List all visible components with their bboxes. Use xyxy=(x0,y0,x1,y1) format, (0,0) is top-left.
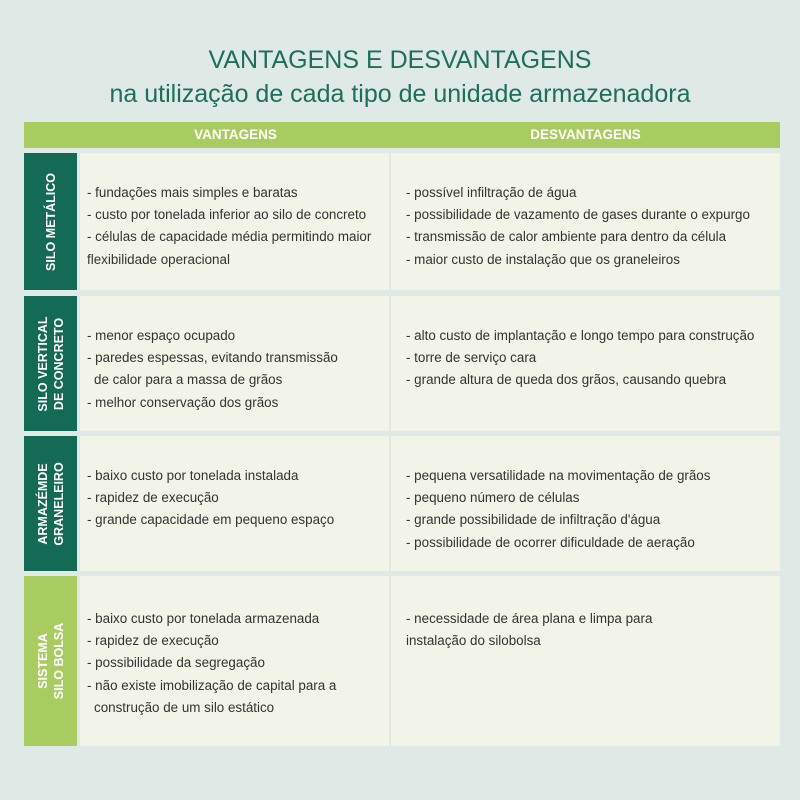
header-desvantagens: DESVANTAGENS xyxy=(530,127,641,142)
desvantagens-cell xyxy=(391,576,780,746)
page-subtitle: na utilização de cada tipo de unidade armazenadora xyxy=(109,80,691,108)
row-sistema-silo-bolsa xyxy=(24,576,780,746)
list-item: - baixo custo por tonelada armazenada xyxy=(87,611,320,626)
page-title: VANTAGENS E DESVANTAGENS xyxy=(208,46,592,74)
list-item: - transmissão de calor ambiente para dentro da célula xyxy=(406,229,727,245)
vantagens-cell xyxy=(80,576,389,746)
list-item: - torre de serviço cara xyxy=(406,350,537,366)
list-item: - menor espaço ocupado xyxy=(87,328,236,343)
list-item: - não existe imobilização de capital para a xyxy=(87,677,337,693)
row-silo-metalico xyxy=(24,153,780,290)
row-label xyxy=(24,296,77,431)
list-item: - possibilidade de vazamento de gases durante o expurgo xyxy=(406,207,750,223)
list-item: - custo por tonelada inferior ao silo de concreto xyxy=(87,207,367,223)
row-label-line: SILO BOLSA xyxy=(51,622,66,700)
list-item: - grande capacidade em pequeno espaço xyxy=(87,512,335,528)
list-item: - alto custo de implantação e longo tempo para construção xyxy=(406,328,755,343)
vantagens-cell xyxy=(80,153,389,290)
list-item: - possibilidade da segregação xyxy=(87,655,265,671)
list-item: de calor para a massa de grãos xyxy=(94,372,283,388)
list-item: - necessidade de área plana e limpa para xyxy=(406,611,653,626)
row-label-line: SISTEMA xyxy=(35,633,50,689)
list-item: - paredes espessas, evitando transmissão xyxy=(87,350,338,366)
list-item: - pequeno número de células xyxy=(406,490,580,506)
desvantagens-cell xyxy=(391,296,780,431)
desvantagens-cell xyxy=(391,436,780,571)
list-item: instalação do silobolsa xyxy=(406,633,541,649)
row-silo-vertical-concreto xyxy=(24,296,780,431)
list-item: - rapidez de execução xyxy=(87,633,219,649)
list-item: - pequena versatilidade na movimentação de grãos xyxy=(406,468,711,483)
list-item: - possibilidade de ocorrer dificuldade de aeração xyxy=(406,534,695,550)
table-header xyxy=(24,122,780,148)
row-label-line: ARMAZÉMDE xyxy=(35,462,50,545)
list-item: - baixo custo por tonelada instalada xyxy=(87,468,299,483)
row-label xyxy=(24,153,77,290)
row-label-line: SILO METÁLICO xyxy=(43,172,58,271)
list-item: - melhor conservação dos grãos xyxy=(87,394,279,410)
list-item: - rapidez de execução xyxy=(87,490,219,506)
row-label xyxy=(24,436,77,571)
row-label-line: SILO VERTICAL xyxy=(35,315,50,412)
list-item: construção de um silo estático xyxy=(94,699,275,715)
row-label xyxy=(24,576,77,746)
row-label-line: DE CONCRETO xyxy=(51,317,66,410)
list-item: flexibilidade operacional xyxy=(87,251,230,267)
list-item: - grande altura de queda dos grãos, causando quebra xyxy=(406,372,727,388)
desvantagens-cell xyxy=(391,153,780,290)
row-armazem-graneleiro xyxy=(24,436,780,571)
list-item: - células de capacidade média permitindo maior xyxy=(87,229,372,245)
list-item: - fundações mais simples e baratas xyxy=(87,185,298,200)
list-item: - maior custo de instalação que os graneleiros xyxy=(406,251,680,267)
header-vantagens: VANTAGENS xyxy=(194,127,277,142)
row-label-line: GRANELEIRO xyxy=(51,461,66,546)
vantagens-cell xyxy=(80,296,389,431)
list-item: - possível infiltração de água xyxy=(406,185,577,200)
list-item: - grande possibilidade de infiltração d'água xyxy=(406,512,661,528)
vantagens-cell xyxy=(80,436,389,571)
